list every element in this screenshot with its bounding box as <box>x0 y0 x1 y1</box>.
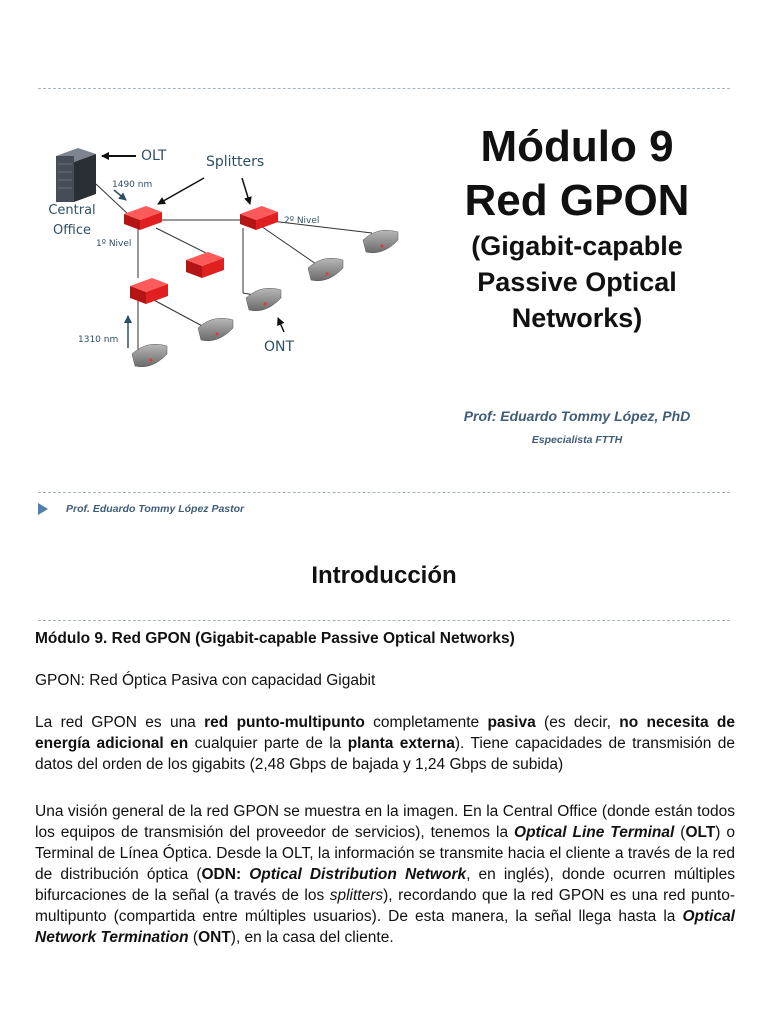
title-line: Red GPON <box>464 176 690 225</box>
subtitle-line: Passive Optical <box>477 267 677 297</box>
nm1310-label: 1310 nm <box>78 335 119 345</box>
title-line: Módulo 9 <box>480 122 674 171</box>
splitter-icon <box>130 278 168 304</box>
central-office-label: Office <box>53 223 91 238</box>
top-divider <box>38 88 730 89</box>
paragraph: La red GPON es una red punto-multipunto completamente pasiva (es decir, no necesita de energía adicional en cualquier parte de la planta externa). Tiene capacidades de transmisión de datos del orden de los gigabits (2,48 Gbps de bajada y 1,24 Gbps de subida) <box>35 714 735 773</box>
splitters-arrow <box>158 178 204 204</box>
nm1490-arrow <box>114 190 126 200</box>
nivel1-label: 1º Nivel <box>96 239 132 249</box>
divider <box>38 620 730 621</box>
ont-icon <box>246 288 281 311</box>
nivel2-label: 2º Nivel <box>284 216 320 226</box>
olt-rack-icon <box>56 148 96 202</box>
play-triangle-icon <box>38 503 48 515</box>
splitter-icon <box>186 252 224 278</box>
module-heading: Módulo 9. Red GPON (Gigabit-capable Passive Optical Networks) <box>35 630 515 647</box>
ont-icon <box>363 230 398 253</box>
ont-icon <box>132 344 167 367</box>
ont-label: ONT <box>264 339 295 355</box>
gpon-network-diagram <box>38 128 418 390</box>
subtitle-line: GPON: Red Óptica Pasiva con capacidad Gigabit <box>35 672 376 689</box>
paragraph: Una visión general de la red GPON se muestra en la imagen. En la Central Office (donde están todos los equipos de transmisión del proveedor de servicios), tenemos la Optical Line Terminal (OLT) o Terminal de Línea Óptica. Desde la OLT, la información se transmite hacia el cliente a través de la red de distribución óptica (ODN: Optical Distribution Network, en inglés), donde ocurren múltiples bifurcaciones de la señal (a través de los splitters), recordando que la red GPON es una red punto-multipunto (compartida entre múltiples usuarios). De esta manera, la señal llega hasta la Optical Network Termination (ONT), en la casa del cliente. <box>35 803 736 946</box>
author-name: Prof: Eduardo Tommy López, PhD <box>463 408 691 424</box>
olt-label: OLT <box>141 148 167 164</box>
ont-arrow <box>278 318 284 332</box>
splitters-arrow <box>242 178 250 204</box>
body-text <box>35 628 735 948</box>
slide-footer <box>38 500 244 518</box>
footer-text: Prof. Eduardo Tommy López Pastor <box>66 503 245 515</box>
divider <box>38 492 730 493</box>
subtitle-line: (Gigabit-capable <box>471 231 683 261</box>
central-office-label: Central <box>48 203 96 218</box>
nm1490-label: 1490 nm <box>112 180 153 190</box>
section-heading: Introducción <box>311 562 457 589</box>
splitter-icon <box>124 206 162 230</box>
splitter-icon <box>240 206 278 230</box>
ont-icon <box>198 318 233 341</box>
slide-title <box>420 120 734 336</box>
splitters-label: Splitters <box>206 154 265 170</box>
author-role: Especialista FTTH <box>531 434 623 446</box>
subtitle-line: Networks) <box>511 303 643 333</box>
